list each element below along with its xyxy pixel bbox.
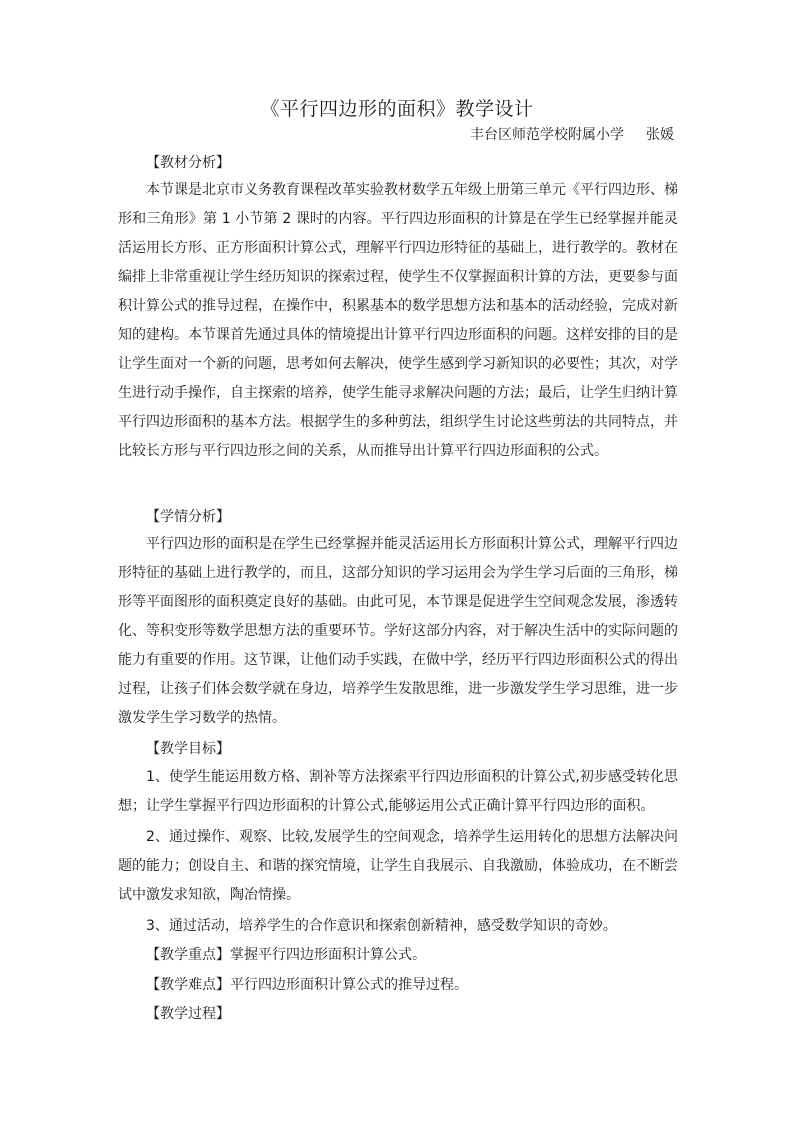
objective-item-3: 3、通过活动，培养学生的合作意识和探索创新精神，感受数学知识的奇妙。	[146, 918, 617, 934]
author-line	[470, 124, 674, 144]
school-name: 丰台区师范学校附属小学	[470, 127, 624, 143]
objective-item-1: 1、使学生能运用数方格、割补等方法探索平行四边形面积的计算公式,初步感受转化思想；让学生掌握平行四边形面积的计算公式,能够运用公式正确计算平行四边形的面积。	[118, 769, 678, 814]
key-point-line	[146, 944, 426, 964]
section-heading-student-analysis: 【学情分析】	[146, 509, 230, 525]
document-title: 《平行四边形的面积》教学设计	[260, 98, 534, 120]
difficulty-label: 【教学难点】	[146, 977, 230, 993]
paragraph-student-analysis: 平行四边形的面积是在学生已经掌握并能灵活运用长方形面积计算公式，理解平行四边形特征的基础上进行教学的，而且，这部分知识的学习运用会为学生学习后面的三角形，梯形等平面图形的面积奠定良好的基础。由此可见，本节课是促进学生空间观念发展，渗透转化、等积变形等数学思想方法的重要环节。学好这部分内容，对于解决生活中的实际问题的能力有重要的作用。这节课，让他们动手实践，在做中学，经历平行四边形面积公式的得出过程，让孩子们体会数学就在身边，培养学生发散思维，进一步激发学生学习思维，进一步激发学生学习数学的热情。	[118, 536, 678, 726]
paragraph-textbook-analysis: 本节课是北京市义务教育课程改革实验教材数学五年级上册第三单元《平行四边形、梯形和三角形》第 1 小节第 2 课时的内容。平行四边形面积的计算是在学生已经掌握并能灵活运用长方形、正方形面积计算公式，理解平行四边形特征的基础上，进行教学的。教材在编排上非常重视让学生经历知识的探索过程，使学生不仅掌握面积计算的方法，更要参与面积计算公式的推导过程，在操作中，积累基本的数学思想方法和基本的活动经验，完成对新知的建构。本节课首先通过具体的情境提出计算平行四边形面积的问题。这样安排的目的是让学生面对一个新的问题，思考如何去解决，使学生感到学习新知识的必要性；其次，对学生进行动手操作，自主探索的培养，使学生能寻求解决问题的方法；最后，让学生归纳计算平行四边形面积的基本方法。根据学生的多种剪法，组织学生讨论这些剪法的共同特点，并比较长方形与平行四边形之间的关系，从而推导出计算平行四边形面积的公式。	[118, 182, 678, 459]
difficulty-line	[146, 974, 468, 994]
key-point-label: 【教学重点】	[146, 947, 230, 963]
key-point-text: 掌握平行四边形面积计算公式。	[230, 947, 426, 963]
author-name: 张媛	[646, 127, 674, 143]
section-heading-objectives: 【教学目标】	[146, 741, 230, 757]
difficulty-text: 平行四边形面积计算公式的推导过程。	[230, 977, 468, 993]
section-heading-process: 【教学过程】	[146, 1006, 230, 1022]
objective-item-2: 2、通过操作、观察、比较,发展学生的空间观念，培养学生运用转化的思想方法解决问题的能力；创设自主、和谐的探究情境，让学生自我展示、自我激励，体验成功，在不断尝试中激发求知欲，陶冶情操。	[118, 829, 678, 903]
section-heading-textbook-analysis: 【教材分析】	[146, 155, 230, 171]
